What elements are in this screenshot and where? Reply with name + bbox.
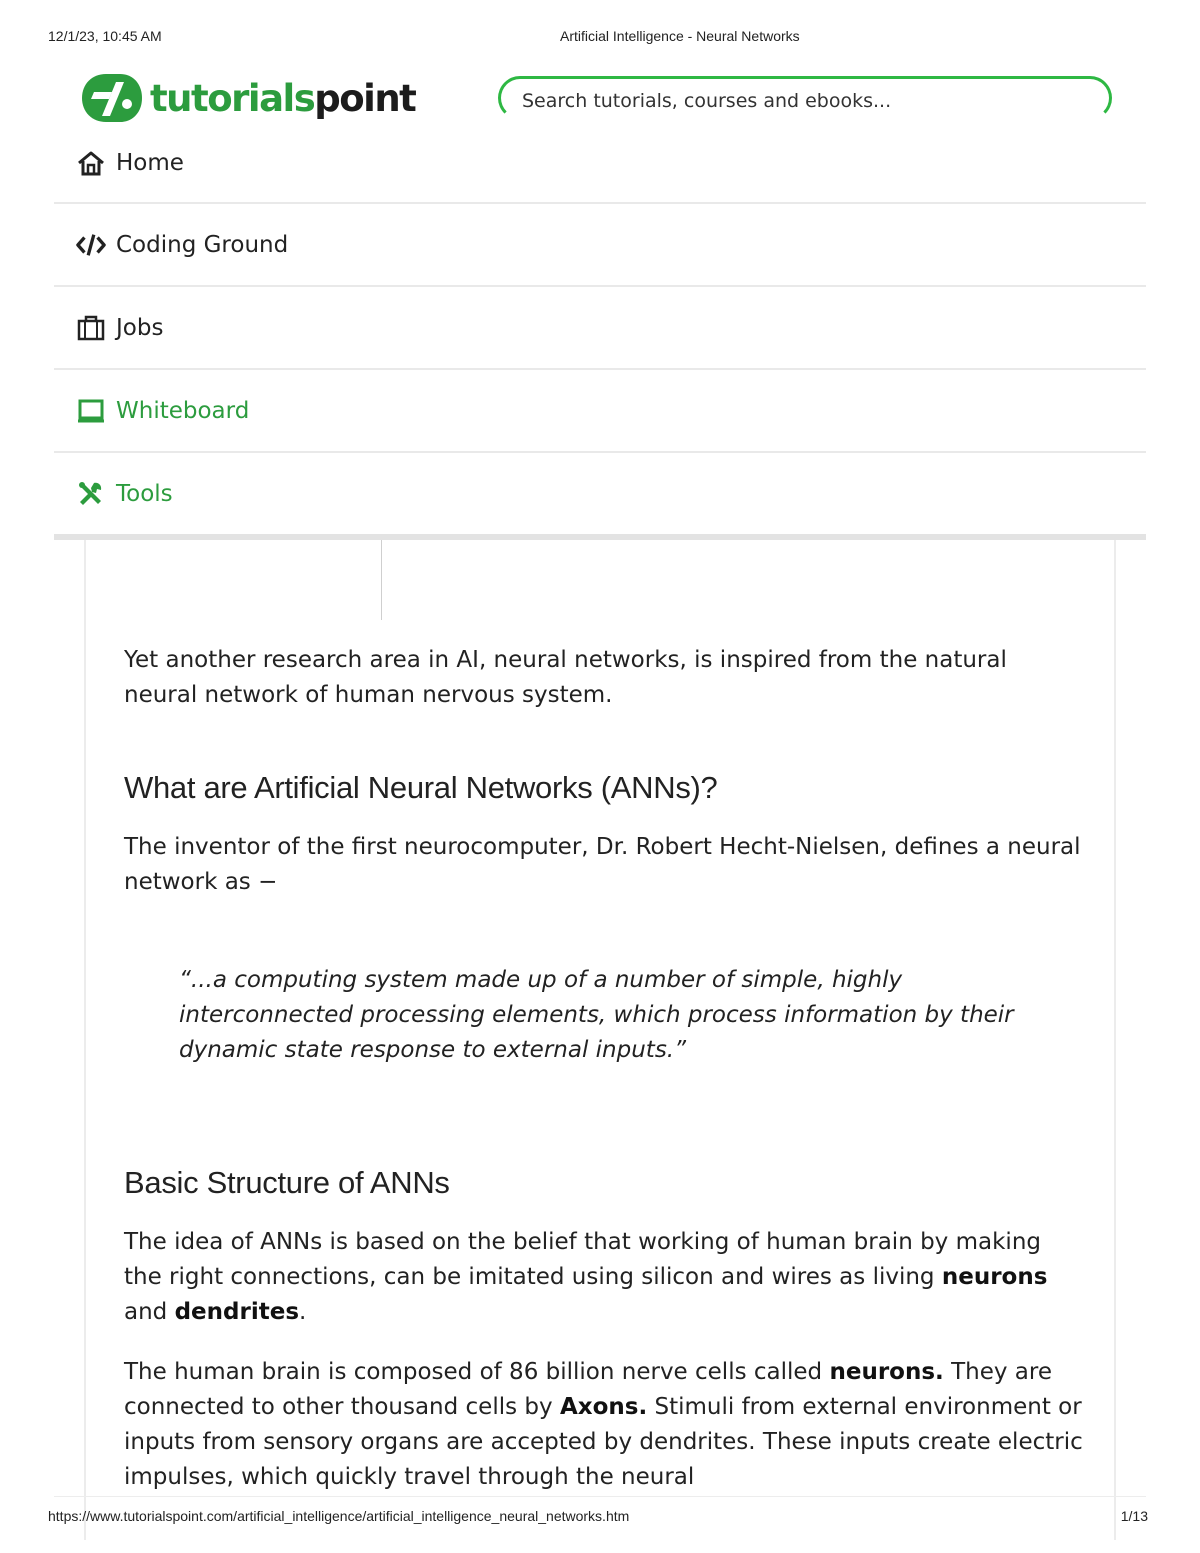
p1-text-c: and — [124, 1299, 175, 1325]
definition-quote: “...a computing system made up of a number of simple, highly interconnected processing elements, which process information by their dynamic state response to external inputs.” — [179, 967, 1014, 1063]
logo-text-tutorials: tutorials — [150, 76, 315, 120]
print-header — [0, 28, 1200, 48]
definition-paragraph: The inventor of the first neurocomputer, Dr. Robert Hecht-Nielsen, defines a neural network as − — [124, 834, 1081, 895]
p2-bold-neurons: neurons. — [829, 1359, 944, 1385]
p1-text-d: . — [299, 1299, 307, 1325]
logo-mark-icon — [80, 72, 144, 124]
main-nav — [54, 120, 1146, 540]
print-title: Artificial Intelligence - Neural Networks — [560, 28, 800, 44]
nav-item-home[interactable] — [54, 120, 1146, 204]
p1-text-a: The idea of ANNs is based on the belief that working of human brain by making the right connections, can be imitated using silicon and wires as living — [124, 1229, 1041, 1290]
page-url: https://www.tutorialspoint.com/artificial_intelligence/artificial_intelligence_neural_networks.htm — [48, 1508, 630, 1524]
heading-basic-structure: Basic Structure of ANNs — [124, 1165, 450, 1200]
nav-label-home: Home — [116, 150, 184, 176]
nav-label-whiteboard: Whiteboard — [116, 397, 250, 424]
search-input[interactable] — [520, 86, 1084, 116]
whiteboard-icon — [76, 398, 106, 424]
site-logo[interactable] — [80, 70, 415, 126]
nav-label-tools: Tools — [116, 480, 173, 507]
search-box — [498, 76, 1112, 120]
nav-label-jobs: Jobs — [116, 314, 164, 341]
briefcase-icon — [76, 315, 106, 341]
structure-paragraph-1 — [124, 1225, 1084, 1330]
page-number: 1/13 — [1120, 1508, 1148, 1524]
print-footer — [0, 1508, 1200, 1528]
print-date: 12/1/23, 10:45 AM — [48, 28, 162, 44]
p2-bold-axons: Axons. — [559, 1394, 648, 1420]
nav-item-coding-ground[interactable] — [54, 204, 1146, 287]
ad-divider — [381, 540, 382, 620]
p2-text-c: They are connected to other thousand cells by — [124, 1359, 1052, 1420]
tools-icon — [76, 481, 106, 507]
nav-item-jobs[interactable] — [54, 287, 1146, 370]
nav-label-coding-ground: Coding Ground — [116, 231, 289, 258]
nav-item-tools[interactable] — [54, 453, 1146, 540]
footer-divider — [54, 1496, 1146, 1497]
p2-text-a: The human brain is composed of 86 billion nerve cells called — [124, 1359, 830, 1385]
structure-paragraph-2 — [124, 1355, 1084, 1495]
intro-paragraph: Yet another research area in AI, neural networks, is inspired from the natural neural network of human nervous system. — [124, 647, 1007, 708]
nav-item-whiteboard[interactable] — [54, 370, 1146, 453]
p1-bold-neurons: neurons — [941, 1264, 1048, 1290]
logo-text-point: point — [314, 76, 416, 120]
home-icon — [76, 150, 106, 176]
heading-what-are-anns: What are Artificial Neural Networks (ANNs)? — [124, 770, 718, 805]
code-icon — [76, 232, 106, 258]
logo-text — [150, 77, 415, 120]
p2-text-d: Stimuli from external environment or inputs from sensory organs are accepted by dendrites. These inputs create electric impulses, which quickly travel through the neural — [124, 1394, 1083, 1490]
p1-bold-dendrites: dendrites — [174, 1299, 300, 1325]
